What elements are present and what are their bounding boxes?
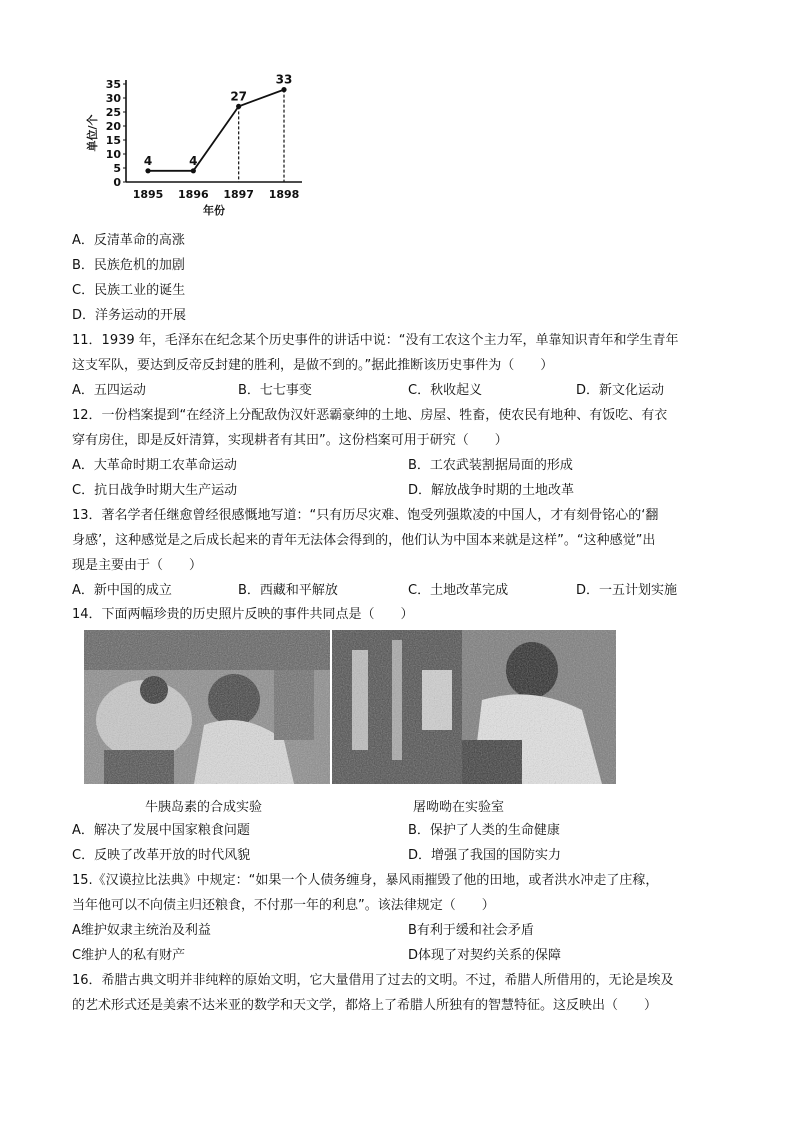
q11-option-c: C．秋收起义 (408, 383, 483, 398)
q10-option-a: A．反清革命的高涨 (72, 233, 185, 248)
y-tick-label: 25 (105, 106, 121, 119)
q11-stem-line2: 这支军队，要达到反帝反封建的胜利，是做不到的。”据此推断该历史事件为（ ） (72, 358, 554, 373)
y-tick-label: 35 (105, 78, 121, 91)
data-point (145, 168, 150, 173)
data-point (281, 87, 286, 92)
photo-caption-left: 牛胰岛素的合成实验 (145, 800, 263, 815)
data-label: 27 (230, 89, 248, 104)
x-tick-label: 1898 (268, 188, 300, 201)
q13-option-c: C．土地改革完成 (408, 583, 509, 598)
data-point (191, 168, 196, 173)
q13-stem-line3: 现是主要由于（ ） (72, 558, 203, 573)
insulin-experiment-photo (84, 630, 330, 784)
x-tick-label: 1896 (178, 188, 209, 201)
q13-stem-line2: 身感’，这种感觉是之后成长起来的青年无法体会得到的，他们认为中国本来就是这样”。“这种感觉”出 (72, 533, 656, 548)
chart-svg (84, 74, 314, 220)
q15-option-c: C维护人的私有财产 (72, 948, 186, 963)
q12-option-a: A．大革命时期工农革命运动 (72, 458, 237, 473)
q14-option-d: D．增强了我国的国防实力 (408, 848, 562, 863)
photo-caption-right: 屠呦呦在实验室 (413, 800, 505, 815)
q13-option-d: D．一五计划实施 (576, 583, 678, 598)
x-tick-label: 1895 (132, 188, 164, 201)
q15-option-d: D体现了对契约关系的保障 (408, 948, 562, 963)
q15-stem-line2: 当年他可以不向债主归还粮食，不付那一年的利息”。该法律规定（ ） (72, 898, 495, 913)
q11-option-d: D．新文化运动 (576, 383, 665, 398)
line-chart (84, 74, 314, 220)
q15-option-b: B有利于缓和社会矛盾 (408, 923, 534, 938)
q11-stem-line1: 11．1939 年，毛泽东在纪念某个历史事件的讲话中说：“没有工农这个主力军，单靠知识青年和学生青年 (72, 333, 679, 348)
q15-stem-line1: 15.《汉谟拉比法典》中规定：“如果一个人债务缠身，暴风雨摧毁了他的田地，或者洪水冲走了庄稼， (72, 873, 659, 888)
q10-option-c: C．民族工业的诞生 (72, 283, 186, 298)
q10-option-d: D．洋务运动的开展 (72, 308, 187, 323)
x-axis-title: 年份 (203, 204, 225, 217)
tu-youyou-lab-photo (332, 630, 616, 784)
y-tick-label: 30 (105, 92, 121, 105)
q10-option-b: B．民族危机的加剧 (72, 258, 185, 273)
q13-option-a: A．新中国的成立 (72, 583, 172, 598)
y-tick-label: 10 (105, 148, 121, 161)
q14-option-a: A．解决了发展中国家粮食问题 (72, 823, 250, 838)
q14-stem: 14．下面两幅珍贵的历史照片反映的事件共同点是（ ） (72, 607, 414, 622)
data-label: 4 (189, 153, 198, 168)
data-label: 33 (275, 74, 293, 87)
q12-option-b: B．工农武装割据局面的形成 (408, 458, 573, 473)
q13-option-b: B．西藏和平解放 (238, 583, 338, 598)
series-line (148, 90, 284, 171)
q14-option-c: C．反映了改革开放的时代风貌 (72, 848, 251, 863)
x-tick-label: 1897 (223, 188, 254, 201)
q11-option-a: A．五四运动 (72, 383, 146, 398)
q12-option-c: C．抗日战争时期大生产运动 (72, 483, 238, 498)
y-axis-title: 单位/个 (86, 114, 99, 152)
q12-stem-line2: 穿有房住，即是反奸清算，实现耕者有其田”。这份档案可用于研究（ ） (72, 433, 508, 448)
q16-stem-line2: 的艺术形式还是美索不达米亚的数学和天文学，都烙上了希腊人所独有的智慧特征。这反映出（ ） (72, 998, 658, 1013)
q11-option-b: B．七七事变 (238, 383, 312, 398)
y-tick-label: 5 (113, 162, 121, 175)
y-tick-label: 20 (105, 120, 121, 133)
q15-option-a: A维护奴隶主统治及利益 (72, 923, 211, 938)
q14-option-b: B．保护了人类的生命健康 (408, 823, 560, 838)
q12-option-d: D．解放战争时期的土地改革 (408, 483, 575, 498)
data-label: 4 (143, 153, 153, 168)
q16-stem-line1: 16．希腊古典文明并非纯粹的原始文明，它大量借用了过去的文明。不过，希腊人所借用的，无论是埃及 (72, 973, 674, 988)
y-tick-label: 0 (113, 176, 121, 189)
y-tick-label: 15 (105, 134, 121, 147)
q12-stem-line1: 12．一份档案提到“在经济上分配敌伪汉奸恶霸豪绅的土地、房屋、牲畜，使农民有地种、有饭吃、有衣 (72, 408, 668, 423)
data-point (236, 104, 241, 109)
q13-stem-line1: 13．著名学者任继愈曾经很感慨地写道：“只有历尽灾难、饱受列强欺凌的中国人，才有刻骨铭心的‘翻 (72, 508, 659, 523)
